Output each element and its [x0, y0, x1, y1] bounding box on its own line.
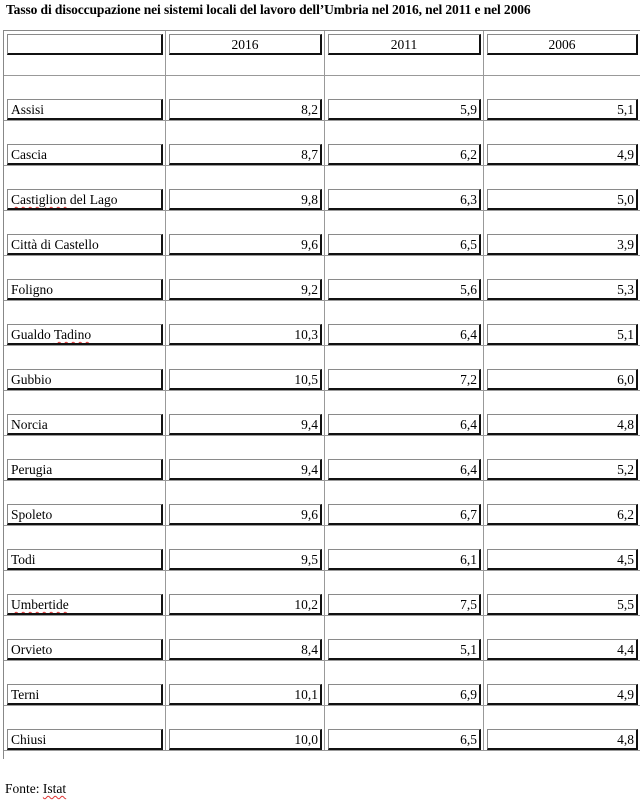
table-cell[interactable]	[4, 301, 166, 346]
value-2006: 4,4	[487, 639, 638, 660]
value-2016: 8,2	[169, 99, 322, 120]
header-2011: 2011	[328, 34, 481, 55]
value-2016: 10,3	[169, 324, 322, 345]
table-cell[interactable]	[166, 661, 325, 706]
table-row	[4, 391, 640, 436]
table-cell[interactable]	[4, 121, 166, 166]
value-2006: 5,1	[487, 99, 638, 120]
table-cell[interactable]	[166, 481, 325, 526]
table-cell[interactable]	[4, 256, 166, 301]
table-cell[interactable]	[325, 346, 484, 391]
value-2016: 9,4	[169, 414, 322, 435]
table-cell[interactable]	[325, 571, 484, 616]
value-2011: 6,5	[328, 729, 481, 750]
row-label: Assisi	[7, 99, 163, 120]
table-cell[interactable]	[166, 436, 325, 481]
table-cell[interactable]	[166, 76, 325, 121]
value-2006: 5,5	[487, 594, 638, 615]
value-2016: 9,6	[169, 504, 322, 525]
value-2016: 9,4	[169, 459, 322, 480]
table-cell[interactable]	[484, 436, 640, 481]
table-cell[interactable]	[166, 166, 325, 211]
value-2016: 9,5	[169, 549, 322, 570]
table-cell[interactable]	[166, 211, 325, 256]
source-note	[5, 781, 66, 797]
value-2011: 5,6	[328, 279, 481, 300]
value-2016: 9,6	[169, 234, 322, 255]
table-cell[interactable]	[166, 256, 325, 301]
table-cell[interactable]	[325, 166, 484, 211]
value-2011: 6,1	[328, 549, 481, 570]
value-2011: 6,4	[328, 459, 481, 480]
value-2016: 8,7	[169, 144, 322, 165]
value-2011: 5,1	[328, 639, 481, 660]
table-cell[interactable]	[4, 346, 166, 391]
value-2016: 10,0	[169, 729, 322, 750]
row-label: Foligno	[7, 279, 163, 300]
value-2016: 8,4	[169, 639, 322, 660]
table-cell[interactable]	[4, 661, 166, 706]
table-cell[interactable]	[166, 706, 325, 751]
table-cell[interactable]	[484, 661, 640, 706]
table-cell[interactable]	[484, 211, 640, 256]
value-2011: 6,5	[328, 234, 481, 255]
table-cell[interactable]	[484, 346, 640, 391]
table-cell[interactable]	[4, 616, 166, 661]
table-cell[interactable]	[166, 391, 325, 436]
row-label: Città di Castello	[7, 234, 163, 255]
table-cell[interactable]	[166, 121, 325, 166]
row-label: Gubbio	[7, 369, 163, 390]
table-header-row	[4, 31, 640, 76]
table-row	[4, 346, 640, 391]
table-cell[interactable]	[484, 706, 640, 751]
value-2006: 6,2	[487, 504, 638, 525]
row-label: Norcia	[7, 414, 163, 435]
table-cell[interactable]	[166, 571, 325, 616]
table-title: Tasso di disoccupazione nei sistemi locali del lavoro dell’Umbria nel 2016, nel 2011 e nel 2006	[6, 2, 531, 17]
table-cell[interactable]	[4, 571, 166, 616]
value-2011: 6,4	[328, 324, 481, 345]
table-row	[4, 571, 640, 616]
table-row	[4, 211, 640, 256]
table-row	[4, 526, 640, 571]
table-row	[4, 481, 640, 526]
value-2006: 5,3	[487, 279, 638, 300]
table-cell[interactable]	[4, 526, 166, 571]
row-label: Cascia	[7, 144, 163, 165]
table-cell[interactable]	[4, 76, 166, 121]
source-text: Fonte: Istat	[5, 781, 67, 796]
table-cell[interactable]	[4, 706, 166, 751]
value-2006: 4,8	[487, 729, 638, 750]
row-label: Orvieto	[7, 639, 163, 660]
header-cell-label[interactable]	[4, 31, 166, 76]
table-cell[interactable]	[4, 481, 166, 526]
table-row	[4, 436, 640, 481]
value-2011: 6,9	[328, 684, 481, 705]
table-row	[4, 616, 640, 661]
table-cell[interactable]	[325, 706, 484, 751]
row-label: Todi	[7, 549, 163, 570]
table-cell[interactable]	[166, 346, 325, 391]
row-label: Chiusi	[7, 729, 163, 750]
row-label: Umbertide	[7, 594, 163, 615]
table-cell[interactable]	[4, 166, 166, 211]
table-cell[interactable]	[166, 301, 325, 346]
value-2011: 6,2	[328, 144, 481, 165]
table-cell[interactable]	[484, 301, 640, 346]
table-cell[interactable]	[325, 526, 484, 571]
table-cell[interactable]	[166, 526, 325, 571]
value-2011: 6,4	[328, 414, 481, 435]
table-cell[interactable]	[325, 211, 484, 256]
header-cell-2011[interactable]	[325, 31, 484, 76]
table-cell[interactable]	[484, 256, 640, 301]
table-row	[4, 121, 640, 166]
unemployment-table	[3, 30, 640, 759]
table-cell[interactable]	[325, 436, 484, 481]
value-2011: 6,3	[328, 189, 481, 210]
table-cell[interactable]	[484, 526, 640, 571]
table-cell[interactable]	[484, 166, 640, 211]
value-2016: 10,1	[169, 684, 322, 705]
value-2006: 3,9	[487, 234, 638, 255]
table-row	[4, 256, 640, 301]
table-cell[interactable]	[166, 616, 325, 661]
table-cell[interactable]	[484, 76, 640, 121]
row-label: Spoleto	[7, 504, 163, 525]
value-2006: 4,5	[487, 549, 638, 570]
table-cell[interactable]	[325, 76, 484, 121]
value-2006: 5,0	[487, 189, 638, 210]
table-cell[interactable]	[484, 571, 640, 616]
row-label: Terni	[7, 684, 163, 705]
header-cell-2006[interactable]	[484, 31, 640, 76]
table-cell[interactable]	[4, 211, 166, 256]
value-2016: 9,2	[169, 279, 322, 300]
value-2006: 4,8	[487, 414, 638, 435]
value-2006: 4,9	[487, 144, 638, 165]
table-cell[interactable]	[325, 121, 484, 166]
table-row	[4, 706, 640, 751]
table-cell[interactable]	[325, 661, 484, 706]
header-cell-2016[interactable]	[166, 31, 325, 76]
value-2016: 10,5	[169, 369, 322, 390]
row-label: Perugia	[7, 459, 163, 480]
table-cell[interactable]	[4, 391, 166, 436]
table-cell[interactable]	[484, 616, 640, 661]
table-cell[interactable]	[4, 436, 166, 481]
header-empty-box	[7, 34, 163, 55]
table-row	[4, 76, 640, 121]
table-cell[interactable]	[325, 616, 484, 661]
value-2016: 9,8	[169, 189, 322, 210]
row-label: Gualdo Tadino	[7, 324, 163, 345]
row-label: Castiglion del Lago	[7, 189, 163, 210]
value-2011: 7,2	[328, 369, 481, 390]
value-2011: 6,7	[328, 504, 481, 525]
table-cell[interactable]	[325, 301, 484, 346]
table-row	[4, 166, 640, 211]
value-2006: 5,2	[487, 459, 638, 480]
table-cell[interactable]	[484, 121, 640, 166]
table-cell[interactable]	[484, 481, 640, 526]
header-2016: 2016	[169, 34, 322, 55]
value-2006: 5,1	[487, 324, 638, 345]
table-cell[interactable]	[484, 391, 640, 436]
value-2011: 5,9	[328, 99, 481, 120]
value-2011: 7,5	[328, 594, 481, 615]
table-row	[4, 661, 640, 706]
table-cell[interactable]	[325, 391, 484, 436]
value-2016: 10,2	[169, 594, 322, 615]
value-2006: 6,0	[487, 369, 638, 390]
table-row	[4, 301, 640, 346]
header-2006: 2006	[487, 34, 638, 55]
value-2006: 4,9	[487, 684, 638, 705]
table-cell[interactable]	[325, 481, 484, 526]
table-cell[interactable]	[325, 256, 484, 301]
